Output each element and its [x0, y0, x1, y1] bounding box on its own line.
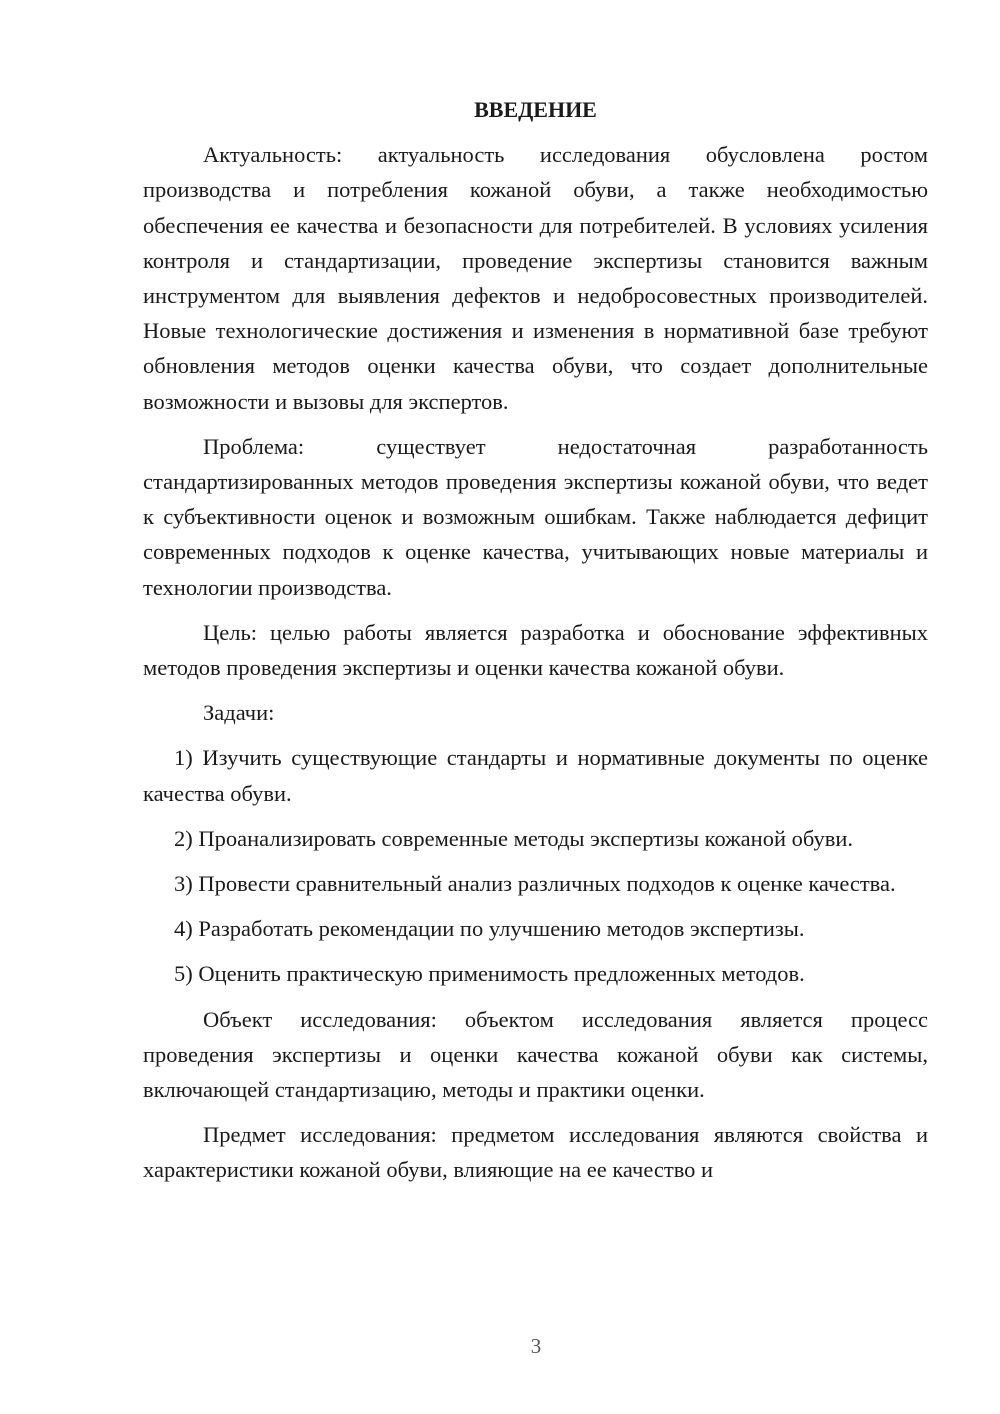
tasks-label: Задачи:: [203, 700, 275, 726]
page-number: 3: [530, 1334, 542, 1358]
section-heading: ВВЕДЕНИЕ: [474, 97, 597, 122]
paragraph-subject: Предмет исследования: предметом исследования являются свойства и характеристики кожаной обуви, влияющие на ее качество и: [143, 1122, 928, 1183]
task-item: 4) Разработать рекомендации по улучшению методов экспертизы.: [174, 916, 805, 942]
paragraph-relevance: Актуальность: актуальность исследования обусловлена ростом производства и потребления кожаной обуви, а также необходимостью обеспечения ее качества и безопасности для потребителей. В условиях усиления контроля и стандартизации, проведение экспертизы становится важным инструментом для выявления дефектов и недобросовестных производителей. Новые технологические достижения и изменения в нормативной базе требуют обновления методов оценки качества обуви, что создает дополнительные возможности и вызовы для экспертов.: [143, 142, 928, 414]
task-item: 1) Изучить существующие стандарты и нормативные документы по оценке качества обуви.: [143, 745, 928, 806]
task-item: 3) Провести сравнительный анализ различных подходов к оценке качества.: [174, 871, 896, 897]
paragraph-goal: Цель: целью работы является разработка и обоснование эффективных методов проведения экспертизы и оценки качества кожаной обуви.: [143, 619, 928, 681]
document-body: [143, 92, 928, 1198]
paragraph-object: Объект исследования: объектом исследования является процесс проведения экспертизы и оценки качества кожаной обуви как системы, включающей стандартизацию, методы и практики оценки.: [143, 1006, 928, 1103]
paragraph-problem: Проблема: существует недостаточная разработанность стандартизированных методов проведения экспертизы кожаной обуви, что ведет к субъективности оценок и возможным ошибкам. Также наблюдается дефицит современных подходов к оценке качества, учитывающих новые материалы и технологии производства.: [143, 433, 928, 600]
task-item: 2) Проанализировать современные методы экспертизы кожаной обуви.: [174, 825, 854, 851]
task-item: 5) Оценить практическую применимость предложенных методов.: [174, 961, 805, 987]
